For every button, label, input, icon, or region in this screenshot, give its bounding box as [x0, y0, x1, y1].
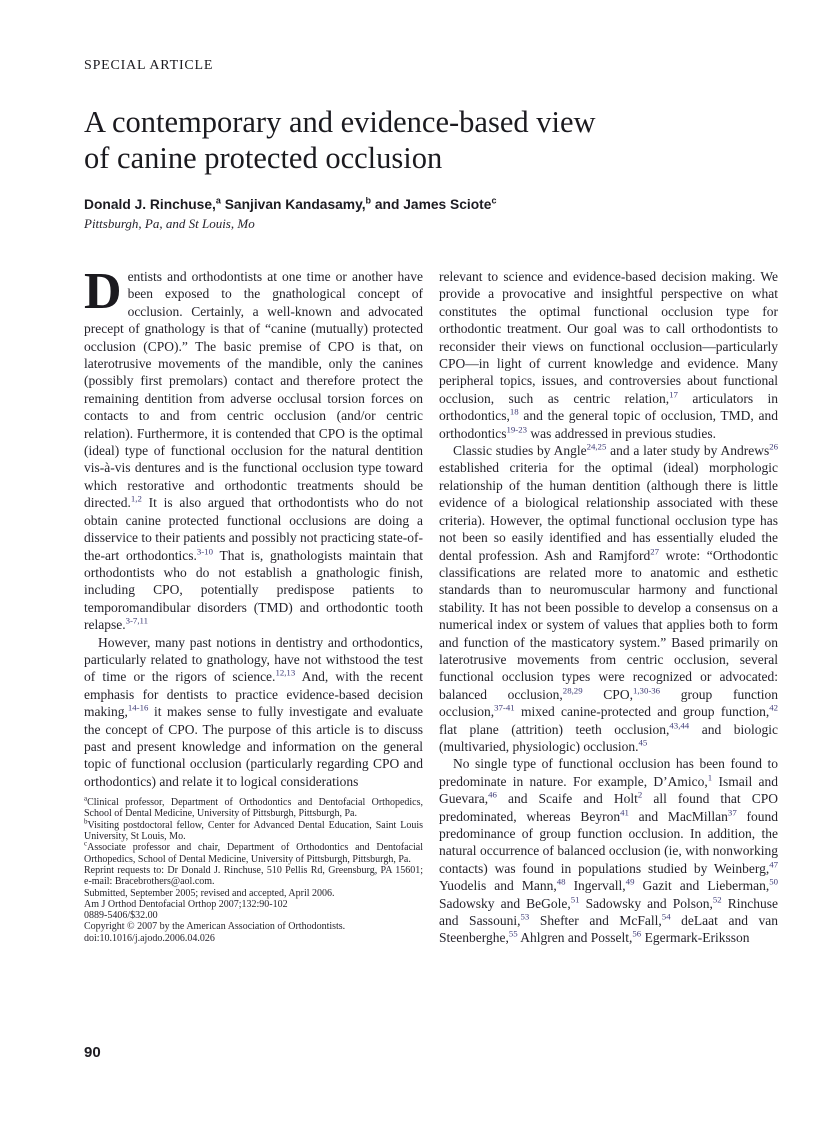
page-number: 90	[84, 1044, 101, 1061]
article-title-line-1: A contemporary and evidence-based view	[84, 105, 596, 139]
footnote-line: $^b$Visiting postdoctoral fellow, Center for Advanced Dental Education, Saint Louis University, St Louis, Mo.	[84, 817, 423, 843]
footnote-line: 0889-5406/$32.00	[84, 910, 158, 922]
body-paragraph: However, many past notions in dentistry and orthodontics, particularly related to gnathology, have not withstood the test of time or the rigors of science.$^{12,13}$ And, with the recent emphasis for dentists to practice evidence-based decision making,$^{14-16}$ it makes sense to fully investigate and evaluate the concept of CPO. The purpose of this article is to discuss past and present knowledge and information on the general topic of functional occlusion (particularly regarding CPO and orthodontics) and relate it to logical considerations	[84, 634, 423, 789]
body-paragraph: No single type of functional occlusion has been found to predominate in nature. For example, D’Amico,$^1$ Ismail and Guevara,$^{46}$ and Scaife and Holt$^2$ all found that CPO predominated, whereas Beyron$^{41}$ and MacMillan$^{37}$ found predominance of group function occlusion. In addition, the natural occurrence of balanced occlusion (ie, with nonworking contacts) was found in populations studied by Weinberg,$^{47}$ Yuodelis and Mann,$^{48}$ Ingervall,$^{49}$ Gazit and Lieberman,$^{50}$ Sadowsky and BeGole,$^{51}$ Sadowsky and Polson,$^{52}$ Rinchuse and Sassouni,$^{53}$ Shefter and McFall,$^{54}$ deLaat and van Steenberghe,$^{55}$ Ahlgren and Posselt,$^{56}$ Egermark-Eriksson	[439, 756, 778, 946]
body-paragraph: relevant to science and evidence-based decision making. We provide a provocative and insightful perspective on what constitutes the optimal functional occlusion type for orthodontic treatment. Our goal was to call orthodontists to reconsider their views on functional occlusion—particularly CPO—in light of current knowledge and evidence. Many peripheral topics, issues, and controversies about functional occlusion, such as centric relation,$^{17}$ articulators in orthodontics,$^{18}$ and the general topic of occlusion, TMD, and orthodontics$^{19-23}$ was addressed in previous studies.	[439, 269, 778, 441]
footnote-line: Am J Orthod Dentofacial Orthop 2007;132:90-102	[84, 898, 288, 910]
body-paragraph: Classic studies by Angle$^{24,25}$ and a later study by Andrews$^{26}$ established criteria for the optimal (ideal) morphologic relationship of the human dentition (although there is little evidence of a biological relationship associated with these criteria). However, the optimal functional occlusion type has not been so easily identified and has essentially eluded the dental profession. Ash and Ramjford$^{27}$ wrote: “Orthodontic classifications are related more to anatomic and esthetic standards than to neuromuscular harmony and functional stability. It has not been possible to develop a consensus on a numerical index or system of values that applies both to form and function of the masticatory system.” Based primarily on laterotrusive movements from centric occlusion, several functional occlusion types were recognized or advocated: balanced occlusion,$^{28,29}$ CPO,$^{1,30-36}$ group function occlusion,$^{37-41}$ mixed canine-protected and group function,$^{42}$ flat plane (attrition) teeth occlusion,$^{43,44}$ and biologic (multivaried, physiologic) occlusion.$^{45}$	[439, 441, 778, 754]
author-line: Donald J. Rinchuse,$^a$ Sanjivan Kandasamy,$^b$ and James Sciote$^c$	[84, 195, 497, 212]
article-title	[84, 104, 838, 176]
left-column	[84, 263, 423, 947]
right-column	[439, 268, 778, 947]
drop-cap: D	[84, 263, 122, 320]
article-title-line-2: of canine protected occlusion	[84, 141, 443, 175]
footnotes-block	[84, 794, 423, 944]
opening-paragraph-text: entists and orthodontists at one time or another have been exposed to the gnathological concept of occlusion. Certainly, a well-known and advocated precept of gnathology is that of “canine (mutually) protected occlusion (CPO).” The basic premise of CPO is that, on laterotrusive movements of the mandible, only the canines (possibly first premolars) contact and therefore protect the remaining dentition from adverse occlusal torsion forces on contacts to and from centric occlusion (and/or centric relation). Furthermore, it is contended that CPO is the optimal (ideal) type of functional occlusion for the natural dentition vis-à-vis dentures and is the functional occlusion type toward which restorative and orthodontic treatments should be directed.$^{1,2}$ It is also argued that orthodontists who do not obtain canine protected functional occlusions are doing a disservice to their patients and possibly not practicing state-of-the-art orthodontics.$^{3-10}$ That is, gnathologists maintain that orthodontists who do not establish a gnathologic finish, including CPO, potentially predispose patients to temporomandibular disorders (TMD) and orthodontic tooth relapse.$^{3-7,11}$	[84, 269, 423, 633]
article-type-kicker: SPECIAL ARTICLE	[84, 58, 214, 73]
footnote-line: $^c$Associate professor and chair, Department of Orthodontics and Dentofacial Orthopedics, School of Dental Medicine, University of Pittsburgh, Pittsburgh, Pa.	[84, 840, 423, 865]
opening-paragraph	[84, 263, 423, 634]
footnote-line: Copyright © 2007 by the American Association of Orthodontists.	[84, 921, 346, 933]
two-column-body	[84, 263, 778, 947]
footnote-line: $^a$Clinical professor, Department of Orthodontics and Dentofacial Orthopedics, School of Dental Medicine, University of Pittsburgh, Pittsburgh, Pa.	[84, 794, 423, 820]
affiliation-line: Pittsburgh, Pa, and St Louis, Mo	[84, 216, 255, 231]
footnote-line: Submitted, September 2005; revised and accepted, April 2006.	[84, 887, 335, 899]
footnote-line: doi:10.1016/j.ajodo.2006.04.026	[84, 932, 215, 944]
footnote-line: Reprint requests to: Dr Donald J. Rinchuse, 510 Pellis Rd, Greensburg, PA 15601; e-mail: Bracebrothers@aol.com.	[84, 864, 423, 888]
